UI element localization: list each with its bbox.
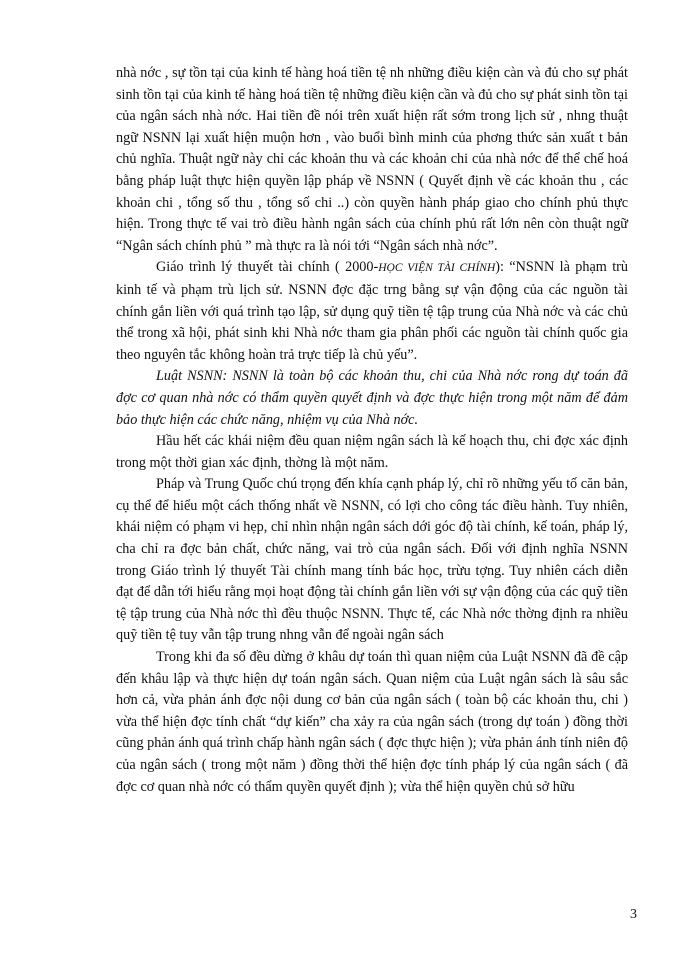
paragraph-3-law-definition: Luật NSNN: NSNN là toàn bộ các khoản thu, chi của Nhà nớc rong dự toán đã đợc cơ quan nhà nớc có thẩm quyền quyết định và đợc thực hiện trong một năm để đảm bảo thực hiện các chức năng, nhiệm vụ của Nhà nớc. (116, 368, 628, 428)
paragraph-2-lead: Giáo trình lý thuyết tài chính ( 2000- (156, 259, 379, 276)
paragraph-2-quote: ): “NSNN là phạm trù kinh tế và phạm trù lịch sử. NSNN đợc đặc trng bằng sự vận động của các nguồn tài chính gắn liền với quá trình tạo lập, sử dụng quỹ tiền tệ tập trung của Nhà nớc và các chủ thể trong xã hội, phát sinh khi Nhà nớc tham gia phân phối các nguồn tài chính quốc gia theo nguyên tắc không hoàn trả trực tiếp là chủ yếu”. (116, 259, 628, 363)
paragraph-5: Pháp và Trung Quốc chú trọng đến khía cạnh pháp lý, chỉ rõ những yếu tố căn bản, cụ thể để hiểu một cách thống nhất về NSNN, có lợi cho công tác điều hành. Tuy nhiên, khái niệm có phạm vi hẹp, chỉ nhìn nhận ngân sách dới góc độ tài chính, kế toán, pháp lý, cha chỉ ra đợc bản chất, chức năng, vai trò của ngân sách. Đối với định nghĩa NSNN trong Giáo trình lý thuyết Tài chính mang tính bác học, trừu tợng. Tuy nhiên cách diễn đạt để dẫn tới hiểu rằng mọi hoạt động tài chính gắn liền với sự vận động của các quỹ tiền tệ tập trung của Nhà nớc thì đều thuộc NSNN. Thực tế, các Nhà nớc thờng định ra nhiều quỹ tiền tệ tuy vẫn tập trung nhng vẫn để ngoài ngân sách (116, 476, 628, 644)
paragraph-6: Trong khi đa số đều dừng ở khâu dự toán thì quan niệm của Luật NSNN đã đề cập đến khâu lập và thực hiện dự toán ngân sách. Quan niệm của Luật ngân sách là sâu sắc hơn cả, vừa phản ánh đợc nội dung cơ bản của ngân sách ( toàn bộ các khoản thu, chi ) vừa thể hiện đợc tính chất “dự kiến” cha xảy ra của ngân sách (trong dự toán ) đồng thời cũng phản ánh quá trình chấp hành ngân sách ( đợc thực hiện ); vừa phản ánh tính niên độ của ngân sách ( trong một năm ) đồng thời thể hiện đợc tính pháp lý của ngân sách ( đã đợc cơ quan nhà nớc có thẩm quyền quyết định ); vừa thể hiện quyền chủ sở hữu (116, 649, 628, 795)
document-page (116, 63, 628, 798)
page-number: 3 (630, 907, 637, 922)
paragraph-2 (116, 257, 628, 366)
paragraph-1: nhà nớc , sự tồn tại của kinh tế hàng hoá tiền tệ nh những điều kiện càn và đủ cho sự phát sinh tồn tại của kinh tế hàng hoá tiền tệ những điều kiện cần và đủ cho sự phát sinh tồn tại của ngân sách nhà nớc. Hai tiền đề nói trên xuất hiện rất sớm trong lịch sử , nhng thuật ngữ NSNN lại xuất hiện muộn hơn , vào buổi bình minh của phơng thức sản xuất t bản chủ nghĩa. Thuật ngữ này chỉ các khoản thu và các khoản chi của nhà nớc để thể chế hoá bằng pháp luật thực hiện quyền lập pháp về NSNN ( Quyết định về các khoản thu , các khoản chi , tổng số thu , tổng số chi ..) còn quyền hành pháp giao cho chính phủ thực hiện. Trong thực tế vai trò điều hành ngân sách của chính phủ rất lớn nên còn thuật ngữ “Ngân sách chính phủ ” mà thực ra là nói tới “Ngân sách nhà nớc”. (116, 65, 628, 254)
source-citation: HỌC VIỆN TÀI CHÍNH (378, 262, 496, 275)
paragraph-4: Hầu hết các khái niệm đều quan niệm ngân sách là kế hoạch thu, chi đợc xác định trong một thời gian xác định, thờng là một năm. (116, 433, 628, 471)
